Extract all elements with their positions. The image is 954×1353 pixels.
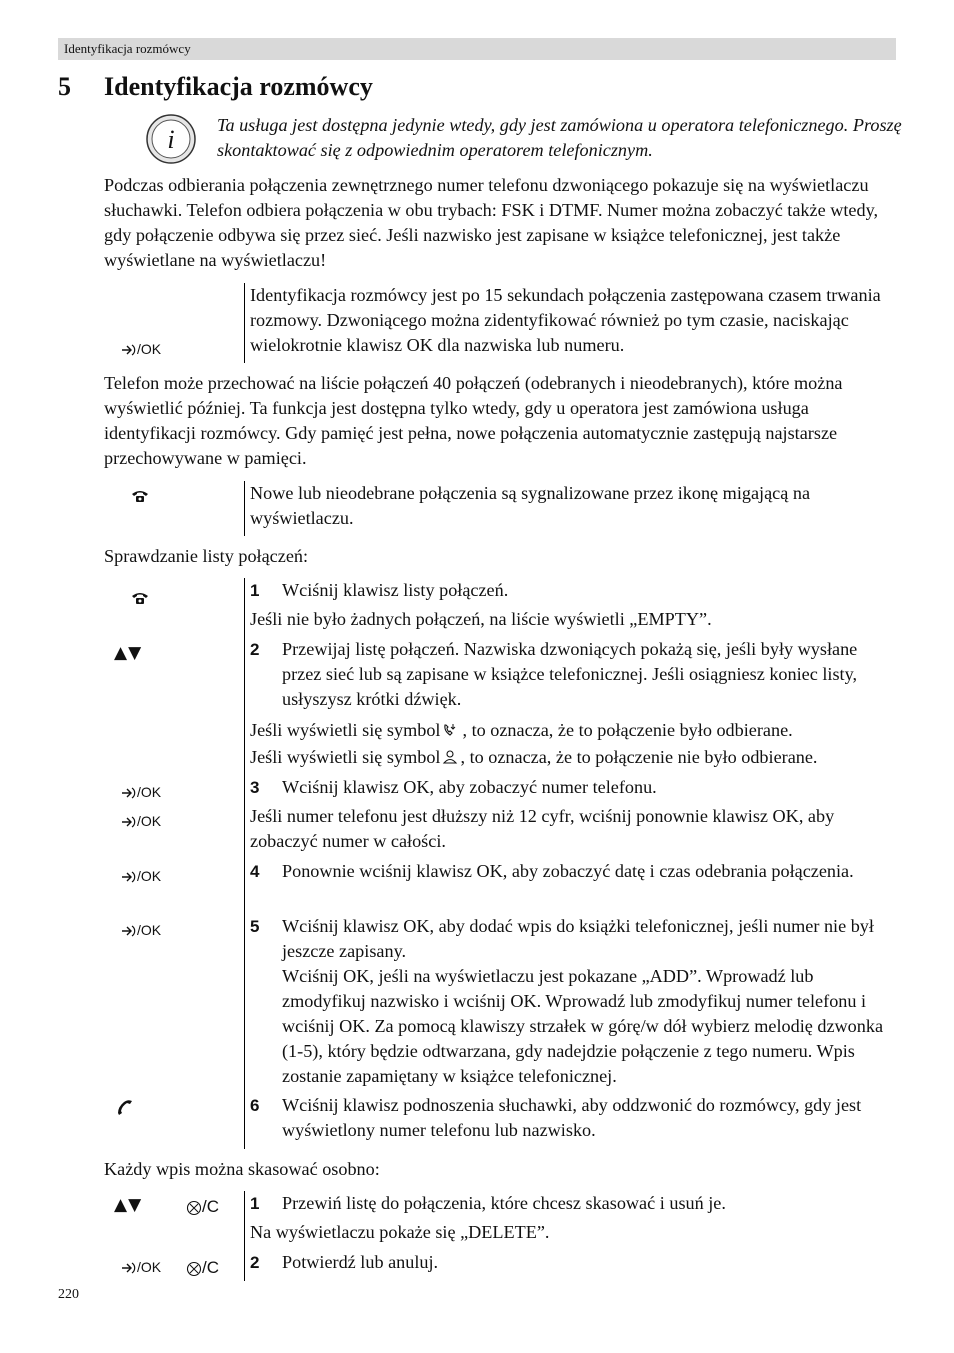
step-3-note: Jeśli numer telefonu jest dłuższy niż 12 cyfr, wciśnij ponownie klawisz OK, aby zobaczyć numer w całości.: [250, 806, 835, 851]
delete-heading: Każdy wpis można skasować osobno:: [104, 1159, 380, 1179]
service-note: Ta usługa jest dostępna jedynie wtedy, gdy jest zamówiona u operatora telefonicznego. Proszę skontaktować się z odpowiednim operatorem telefonicznym.: [217, 115, 902, 160]
up-down-arrows-icon: ▲▼: [114, 1195, 143, 1215]
delete-step-1-note: Na wyświetlaczu pokaże się „DELETE”.: [250, 1222, 550, 1242]
ok-key-icon: /OK: [121, 1258, 161, 1276]
ok-key-icon: /OK: [121, 783, 161, 801]
section-number: 5: [58, 72, 71, 101]
step-5: 5 Wciśnij klawisz OK, aby dodać wpis do książki telefonicznej, jeśli numer nie był jeszcze zapisany. Wciśnij OK, jeśli na wyświetlaczu jest pokazane „ADD”. Wprowadź lub zmodyfikuj nazwisko i wciśnij OK. Wprowadź lub zmodyfikuj numer telefonu i wciśnij OK. Za pomocą klawiszy strzałek w górę/w dół wybierz melodię dzwonka (1-5), który będzie odtwarzana, gdy nadejdzie połączenie z tego numeru. Wpis zostanie zapamiętany w książce telefonicznej.: [250, 916, 884, 1086]
running-header: [58, 38, 896, 60]
page-number: 220: [58, 1287, 79, 1302]
step-3: 3 Wciśnij klawisz OK, aby zobaczyć numer telefonu.: [250, 777, 657, 797]
section-heading: [58, 72, 373, 102]
delete-step-1: 1 Przewiń listę do połączenia, które chcesz skasować i usuń je.: [250, 1193, 726, 1213]
delete-step-2: 2 Potwierdź lub anuluj.: [250, 1252, 439, 1272]
divider-line: [244, 578, 245, 1149]
step-1-note: Jeśli nie było żadnych połączeń, na liście wyświetli „EMPTY”.: [250, 609, 712, 629]
divider-line: [244, 1191, 245, 1281]
ok-key-icon: /OK: [121, 867, 161, 885]
step-4: 4 Ponownie wciśnij klawisz OK, aby zobaczyć datę i czas odebrania połączenia.: [250, 861, 854, 881]
clear-key-icon: /C: [186, 1198, 219, 1216]
step-6: 6 Wciśnij klawisz podnoszenia słuchawki, aby oddzwonić do rozmówcy, gdy jest wyświetlony numer telefonu lub nazwisko.: [250, 1095, 862, 1140]
answered-symbol-note: Jeśli wyświetli się symbol , to oznacza, że to połączenie było odbierane.: [250, 718, 900, 745]
clear-key-icon: /C: [186, 1259, 219, 1277]
section-title: Identyfikacja rozmówcy: [104, 72, 373, 101]
call-list-paragraph: Telefon może przechować na liście połączeń 40 połączeń (odebranych i nieodebranych), które można wyświetlić później. Ta funkcja jest dostępna tylko wtedy, gdy u operatora jest zamówiona usługa identyfikacji rozmówcy. Gdy pamięć jest pełna, nowe połączenia automatycznie zastępują najstarsze przechowywane w pamięci.: [104, 373, 843, 468]
check-list-heading: Sprawdzanie listy połączeń:: [104, 546, 309, 566]
step-1: 1 Wciśnij klawisz listy połączeń.: [250, 580, 509, 600]
ok-key-icon: /OK: [121, 921, 161, 939]
phone-list-icon: [130, 486, 150, 504]
answered-call-icon: [442, 720, 460, 745]
up-down-arrows-icon: ▲▼: [114, 643, 143, 663]
divider-line: [244, 283, 245, 363]
caller-id-timeout-note: Identyfikacja rozmówcy jest po 15 sekundach połączenia zastępowana czasem trwania rozmowy. Dzwoniącego można zidentyfikować również po tym czasie, naciskając wielokrotnie klawisz OK dla nazwiska lub numeru.: [250, 285, 881, 355]
divider-line: [244, 481, 245, 536]
intro-paragraph: Podczas odbierania połączenia zewnętrznego numer telefonu dzwoniącego pokazuje się na wyświetlaczu słuchawki. Telefon odbiera połączenia w obu trybach: FSK i DTMF. Numer można zobaczyć także wtedy, gdy połączenie odbywa się przez sieć. Jeśli nazwisko jest zapisane w książce telefonicznej, jest także wyświetlane na wyświetlaczu!: [104, 175, 879, 270]
step-2: 2 Przewijaj listę połączeń. Nazwiska dzwoniących pokażą się, jeśli były wysłane przez sieć lub są zapisane w książce telefonicznej. Jeśli osiągniesz koniec listy, usłyszysz krótki dźwięk.: [250, 639, 858, 709]
missed-call-icon: [442, 747, 458, 772]
missed-calls-note: Nowe lub nieodebrane połączenia są sygnalizowane przez ikonę migającą na wyświetlaczu.: [250, 483, 811, 528]
ok-key-icon: /OK: [121, 340, 161, 358]
ok-key-icon: /OK: [121, 812, 161, 830]
info-note-icon: [145, 113, 197, 165]
phone-list-icon: [130, 588, 150, 606]
running-title: Identyfikacja rozmówcy: [64, 41, 191, 56]
handset-pickup-icon: [115, 1097, 135, 1116]
svg-text:i: i: [167, 125, 175, 154]
missed-symbol-note: Jeśli wyświetli się symbol , to oznacza, że to połączenie nie było odbierane.: [250, 745, 900, 772]
